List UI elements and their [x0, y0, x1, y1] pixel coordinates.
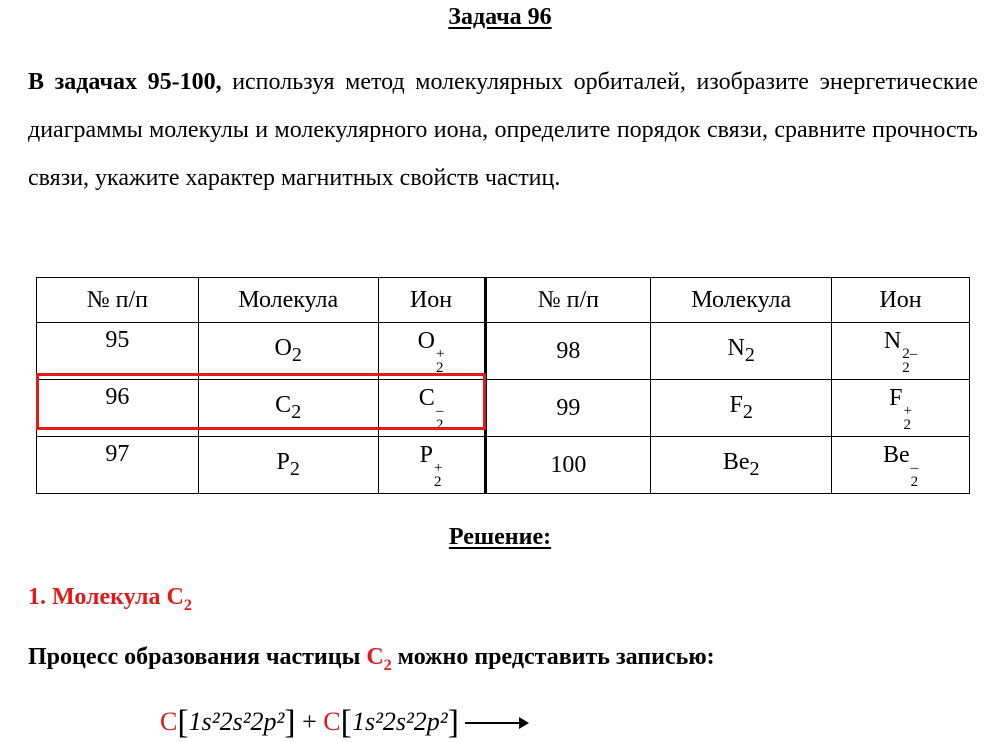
task-title: Задача 96 — [448, 4, 552, 30]
cell-ion: Be – 2 — [832, 437, 970, 494]
table-row — [37, 380, 970, 437]
table-row — [37, 437, 970, 494]
task-description — [28, 58, 978, 202]
cell-ion: P + 2 — [378, 437, 485, 494]
cell-ion: O + 2 — [378, 323, 485, 380]
header-ion-right: Ион — [832, 278, 970, 323]
plus-sign: + — [302, 707, 317, 736]
atom-symbol: C — [160, 707, 178, 736]
solution-heading: Решение: — [448, 524, 552, 550]
cell-ion: C – 2 — [378, 380, 485, 437]
table-row — [37, 323, 970, 380]
task-range-label: В задачах 95-100, — [28, 69, 222, 95]
cell-num: 95 — [37, 323, 199, 380]
electron-config: 1s²2s²2p² — [351, 707, 448, 736]
table-header-row — [37, 278, 970, 323]
cell-molecule: $Be_2$ — [651, 437, 832, 494]
cell-molecule: $P_2$ — [198, 437, 378, 494]
header-num-right: № п/п — [485, 278, 651, 323]
electron-config: 1s²2s²2p² — [188, 707, 285, 736]
cell-num: 100 — [485, 437, 651, 494]
tasks-table — [36, 277, 970, 494]
reaction-arrow-icon — [465, 722, 527, 724]
atom-symbol: C — [323, 707, 341, 736]
cell-ion: N 2– 2 — [832, 323, 970, 380]
task-text: используя метод молекулярных орбиталей, изобразите энергетические диаграммы молекулы и молекулярного иона, определите порядок связи, сравните прочность связи, укажите характер магнитных свойств частиц. — [28, 69, 978, 191]
header-num-left: № п/п — [37, 278, 199, 323]
cell-num: 98 — [485, 323, 651, 380]
section-heading: 1. Молекула $C_2$ — [28, 584, 192, 614]
cell-ion: F + 2 — [832, 380, 970, 437]
cell-molecule: $N_2$ — [651, 323, 832, 380]
cell-num: 96 — [37, 380, 199, 437]
header-molecule-right: Молекула — [651, 278, 832, 323]
cell-molecule: $O_2$ — [198, 323, 378, 380]
cell-molecule: $F_2$ — [651, 380, 832, 437]
cell-num: 99 — [485, 380, 651, 437]
formation-formula: C[1s²2s²2p²] + C[1s²2s²2p²] — [160, 704, 527, 742]
header-molecule-left: Молекула — [198, 278, 378, 323]
header-ion-left: Ион — [378, 278, 485, 323]
process-statement: Процесс образования частицы $C_2$ можно представить записью: — [28, 644, 715, 674]
cell-molecule: $C_2$ — [198, 380, 378, 437]
cell-num: 97 — [37, 437, 199, 494]
